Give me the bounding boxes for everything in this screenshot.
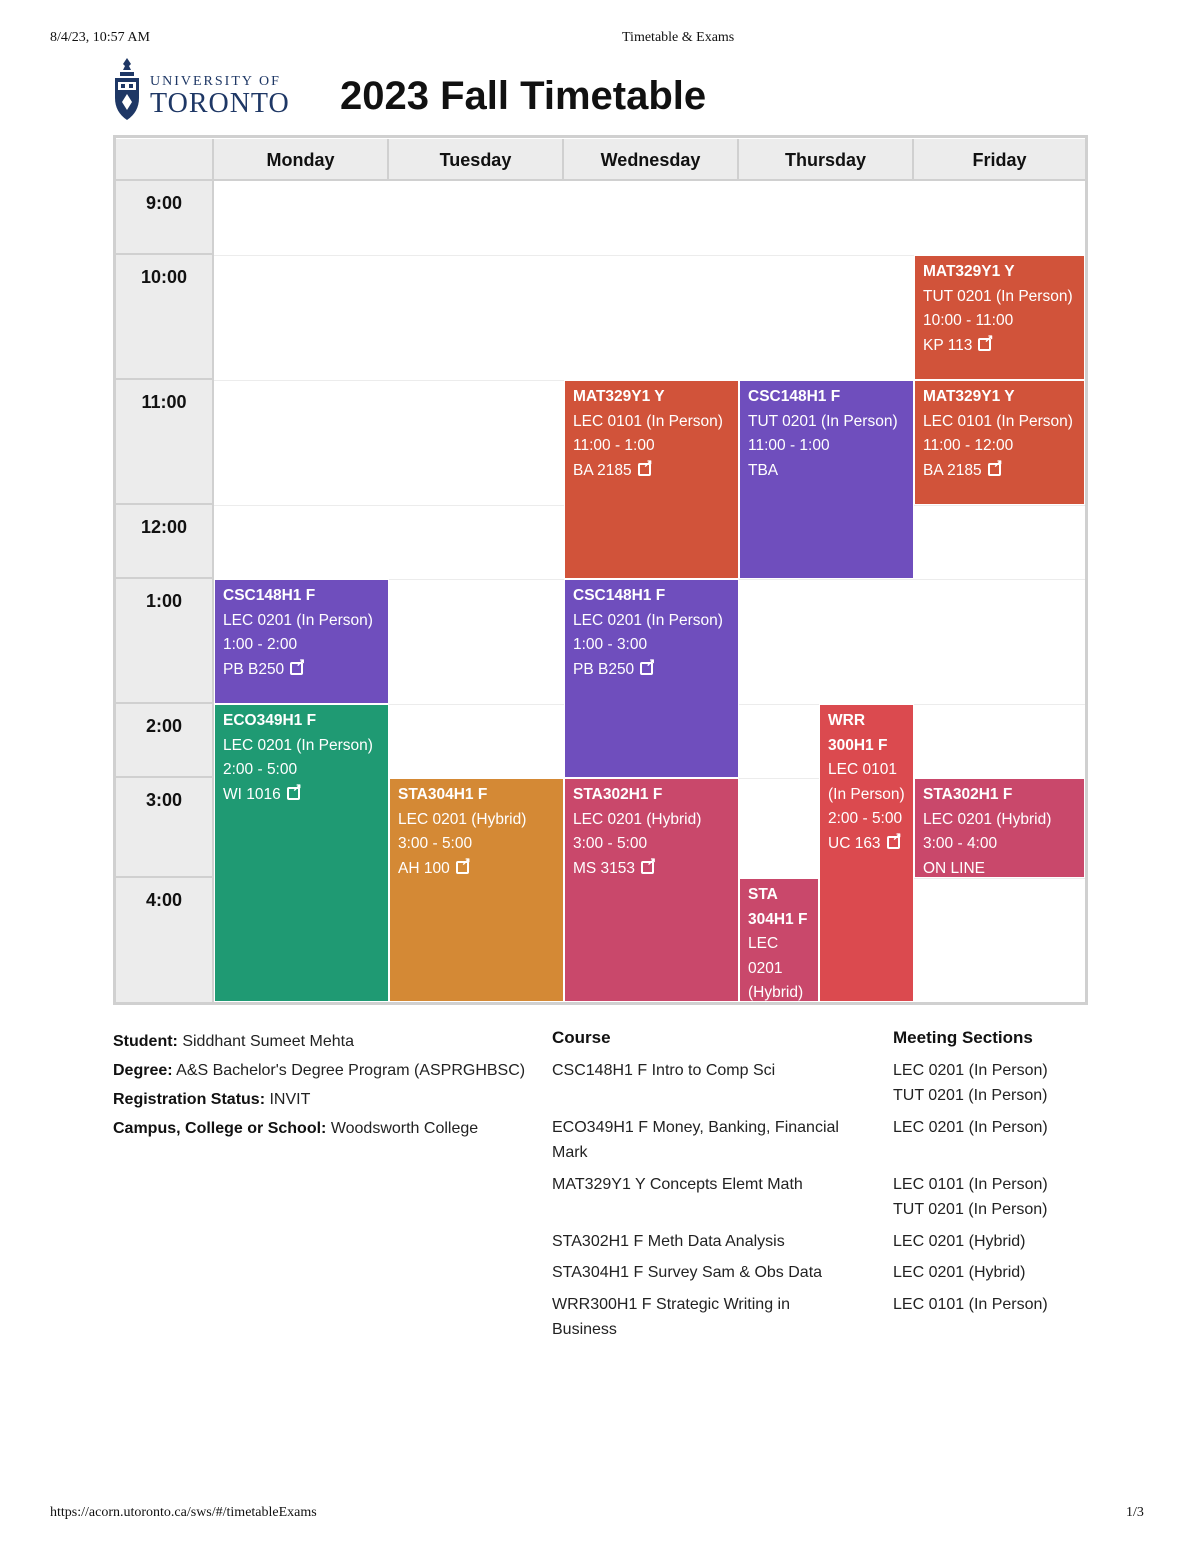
event-section: LEC 0201 (In Person): [223, 736, 373, 754]
event-csc148-tut-thu[interactable]: [739, 380, 914, 579]
course-sections: [893, 1229, 1088, 1254]
event-room: BA 2185: [573, 461, 632, 479]
event-mat329-lec-fri[interactable]: [914, 380, 1085, 505]
event-code: MAT329Y1 Y: [923, 263, 1015, 280]
event-sta302-lec-wed[interactable]: [564, 778, 739, 1002]
section-entry: LEC 0101 (In Person): [893, 1176, 1048, 1193]
course-name: STA304H1 F Survey Sam & Obs Data: [552, 1264, 823, 1281]
event-room: UC 163: [828, 834, 881, 852]
event-code: MAT329Y1 Y: [573, 388, 665, 405]
event-section: LEC 0201 (Hybrid): [398, 810, 527, 828]
event-room: ON LINE: [923, 859, 986, 877]
external-link-icon[interactable]: ↗: [887, 836, 900, 849]
student-row: [113, 1027, 533, 1056]
course-name: WRR300H1 F Strategic Writing in Business: [552, 1296, 790, 1338]
event-wrr300-lec-thu[interactable]: [819, 704, 914, 1002]
course-name: CSC148H1 F Intro to Comp Sci: [552, 1062, 776, 1079]
event-time: 11:00 - 1:00: [748, 437, 830, 454]
day-header-monday: Monday: [214, 139, 389, 181]
time-label: 1:00: [116, 579, 214, 704]
event-room: TBA: [748, 461, 779, 479]
print-datetime: 8/4/23, 10:57 AM: [50, 30, 150, 45]
event-time: 11:00 - 1:00: [573, 437, 655, 454]
event-section: TUT 0201 (In Person): [923, 287, 1073, 305]
external-link-icon[interactable]: ↗: [456, 861, 469, 874]
time-label: 10:00: [116, 255, 214, 380]
external-link-icon[interactable]: ↗: [978, 338, 991, 351]
degree-row: [113, 1056, 533, 1085]
campus-label: Campus, College or School:: [113, 1120, 327, 1137]
course-name: MAT329Y1 Y Concepts Elemt Math: [552, 1176, 803, 1193]
event-time: 1:00 - 3:00: [573, 636, 648, 653]
status-row: [113, 1085, 533, 1114]
event-section: LEC 0201 (In Person): [223, 611, 373, 629]
campus-value: Woodsworth College: [330, 1120, 479, 1137]
external-link-icon[interactable]: ↗: [641, 861, 654, 874]
section-entry: LEC 0201 (Hybrid): [893, 1233, 1026, 1250]
event-section: LEC 0201 (Hybrid): [923, 810, 1052, 828]
event-sta304-lec-tue[interactable]: [389, 778, 564, 1002]
time-label: 9:00: [116, 181, 214, 255]
event-code: CSC148H1 F: [223, 587, 316, 604]
event-csc148-lec-mon[interactable]: [214, 579, 389, 704]
event-mat329-lec-wed[interactable]: [564, 380, 739, 579]
student-label: Student:: [113, 1033, 178, 1050]
event-sta302-lec-fri[interactable]: [914, 778, 1085, 878]
event-section: LEC 0201 (Hybrid): [573, 810, 702, 828]
day-header-friday: Friday: [914, 139, 1085, 181]
event-room: MS 3153: [573, 859, 636, 877]
sections-column-header: Meeting Sections: [893, 1028, 1033, 1047]
external-link-icon[interactable]: ↗: [638, 463, 651, 476]
event-mat329-tut-fri[interactable]: [914, 255, 1085, 380]
footer-page-number: 1/3: [1126, 1505, 1144, 1520]
event-time: 3:00 - 4:00: [923, 835, 998, 852]
course-name: ECO349H1 F Money, Banking, Financial Mark: [552, 1119, 839, 1161]
course-sections: [893, 1172, 1088, 1222]
course-sections: [893, 1292, 1088, 1317]
status-label: Registration Status:: [113, 1091, 266, 1108]
event-room: PB B250: [223, 660, 285, 678]
event-section: LEC 0201 (In Person): [573, 611, 723, 629]
page-title: 2023 Fall Timetable: [340, 74, 707, 118]
event-section: TUT 0201 (In Person): [748, 412, 898, 430]
course-sections: [893, 1115, 1088, 1140]
student-info: [113, 1027, 533, 1143]
student-name: Siddhant Sumeet Mehta: [182, 1033, 354, 1050]
section-entry: LEC 0201 (Hybrid): [893, 1264, 1026, 1281]
day-header-thursday: Thursday: [739, 139, 914, 181]
event-code: CSC148H1 F: [748, 388, 841, 405]
event-room: AH 100: [398, 859, 450, 877]
degree-label: Degree:: [113, 1062, 173, 1079]
section-entry: LEC 0201 (In Person): [893, 1119, 1048, 1136]
external-link-icon[interactable]: ↗: [287, 787, 300, 800]
event-section: LEC 0201 (Hybrid): [748, 935, 804, 1001]
event-code: WRR 300H1 F: [828, 712, 888, 754]
event-section: LEC 0101 (In Person): [923, 412, 1073, 430]
course-name: STA302H1 F Meth Data Analysis: [552, 1233, 785, 1250]
course-sections: [893, 1058, 1088, 1108]
day-header-tuesday: Tuesday: [389, 139, 564, 181]
event-time: 1:00 - 2:00: [223, 636, 298, 653]
section-entry: TUT 0201 (In Person): [893, 1087, 1048, 1104]
time-label: 3:00: [116, 778, 214, 878]
time-label: 4:00: [116, 878, 214, 1002]
event-csc148-lec-wed[interactable]: [564, 579, 739, 778]
event-room: WI 1016: [223, 785, 281, 803]
external-link-icon[interactable]: ↗: [988, 463, 1001, 476]
event-code: MAT329Y1 Y: [923, 388, 1015, 405]
status-value: INVIT: [269, 1091, 311, 1108]
course-sections: [893, 1260, 1088, 1285]
event-room: BA 2185: [923, 461, 982, 479]
crest-icon: [112, 56, 142, 122]
event-code: STA304H1 F: [398, 786, 488, 803]
event-code: STA302H1 F: [923, 786, 1013, 803]
event-time: 3:00 - 5:00: [573, 835, 648, 852]
footer-url: https://acorn.utoronto.ca/sws/#/timetableExams: [50, 1505, 317, 1520]
event-code: STA 304H1 F: [748, 886, 808, 928]
event-section: LEC 0101 (In Person): [573, 412, 723, 430]
course-column-header: Course: [552, 1028, 611, 1047]
campus-row: [113, 1114, 533, 1143]
section-entry: LEC 0101 (In Person): [893, 1296, 1048, 1313]
university-logo: [112, 56, 302, 122]
logo-university-of: UNIVERSITY OF: [150, 74, 281, 89]
event-eco349-lec-mon[interactable]: [214, 704, 389, 1002]
event-time: 2:00 - 5:00: [828, 810, 903, 827]
time-label: 11:00: [116, 380, 214, 505]
day-header-wednesday: Wednesday: [564, 139, 739, 181]
event-time: 11:00 - 12:00: [923, 437, 1014, 454]
degree-value: A&S Bachelor's Degree Program (ASPRGHBSC): [176, 1062, 526, 1079]
section-entry: LEC 0201 (In Person): [893, 1062, 1048, 1079]
event-time: 2:00 - 5:00: [223, 761, 298, 778]
external-link-icon[interactable]: ↗: [290, 662, 303, 675]
event-room: PB B250: [573, 660, 635, 678]
event-time: 10:00 - 11:00: [923, 312, 1014, 329]
event-code: CSC148H1 F: [573, 587, 666, 604]
event-room: KP 113: [923, 336, 973, 354]
event-sta304-lec-thu[interactable]: [739, 878, 819, 1002]
time-label: 2:00: [116, 704, 214, 778]
event-code: STA302H1 F: [573, 786, 663, 803]
external-link-icon[interactable]: ↗: [640, 662, 653, 675]
section-entry: TUT 0201 (In Person): [893, 1201, 1048, 1218]
logo-toronto: TORONTO: [150, 88, 290, 119]
grid-corner: [116, 139, 214, 181]
event-code: ECO349H1 F: [223, 712, 317, 729]
print-title: Timetable & Exams: [622, 30, 735, 45]
time-label: 12:00: [116, 505, 214, 579]
event-time: 3:00 - 5:00: [398, 835, 473, 852]
event-section: LEC 0101 (In Person): [828, 761, 905, 803]
